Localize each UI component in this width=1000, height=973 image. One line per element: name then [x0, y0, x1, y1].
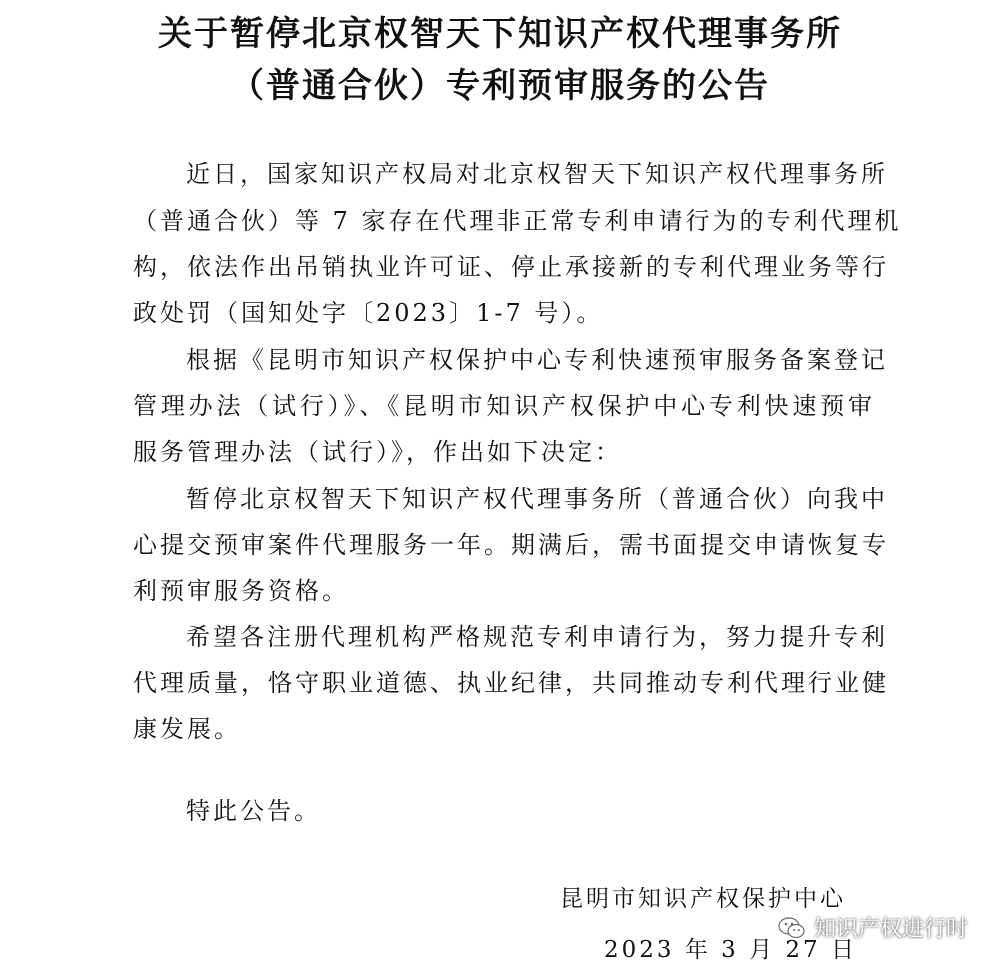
paragraph-3-line-1: 暂停北京权智天下知识产权代理事务所（普通合伙）向我中: [186, 485, 888, 513]
closing-text: 特此公告。: [186, 797, 321, 825]
paragraph-3-line-3: 利预审服务资格。: [133, 577, 349, 605]
paragraph-2-line-3: 服务管理办法（试行）》，作出如下决定：: [133, 438, 622, 466]
paragraph-1-line-2: （普通合伙）等 7 家存在代理非正常专利申请行为的专利代理机: [133, 207, 902, 235]
paragraph-2-line-2: 管理办法（试行）》、《昆明市知识产权保护中心专利快速预审: [133, 392, 875, 420]
wechat-icon: [778, 916, 806, 940]
watermark-text: 知识产权进行时: [813, 917, 968, 942]
notice-title-line-1: 关于暂停北京权智天下知识产权代理事务所: [158, 14, 842, 54]
paragraph-4-line-1: 希望各注册代理机构严格规范专利申请行为，努力提升专利: [186, 623, 888, 651]
wechat-watermark: [778, 912, 968, 943]
paragraph-1-line-4: 政处罚（国知处字〔2023〕1-7 号）。: [133, 299, 604, 327]
paragraph-3-line-2: 心提交预审案件代理服务一年。期满后，需书面提交申请恢复专: [133, 531, 889, 559]
paragraph-2-line-1: 根据《昆明市知识产权保护中心专利快速预审服务备案登记: [186, 346, 888, 374]
signature-date: 2023 年 3 月 27 日: [604, 937, 857, 963]
paragraph-1-line-3: 构，依法作出吊销执业许可证、停止承接新的专利代理业务等行: [133, 253, 889, 281]
paragraph-1-line-1: 近日，国家知识产权局对北京权智天下知识产权代理事务所: [186, 160, 888, 188]
paragraph-4-line-2: 代理质量，恪守职业道德、执业纪律，共同推动专利代理行业健: [133, 669, 889, 697]
notice-title-line-2: （普通合伙）专利预审服务的公告: [230, 66, 770, 106]
signature-organization: 昆明市知识产权保护中心: [560, 886, 846, 912]
paragraph-4-line-3: 康发展。: [133, 715, 241, 743]
